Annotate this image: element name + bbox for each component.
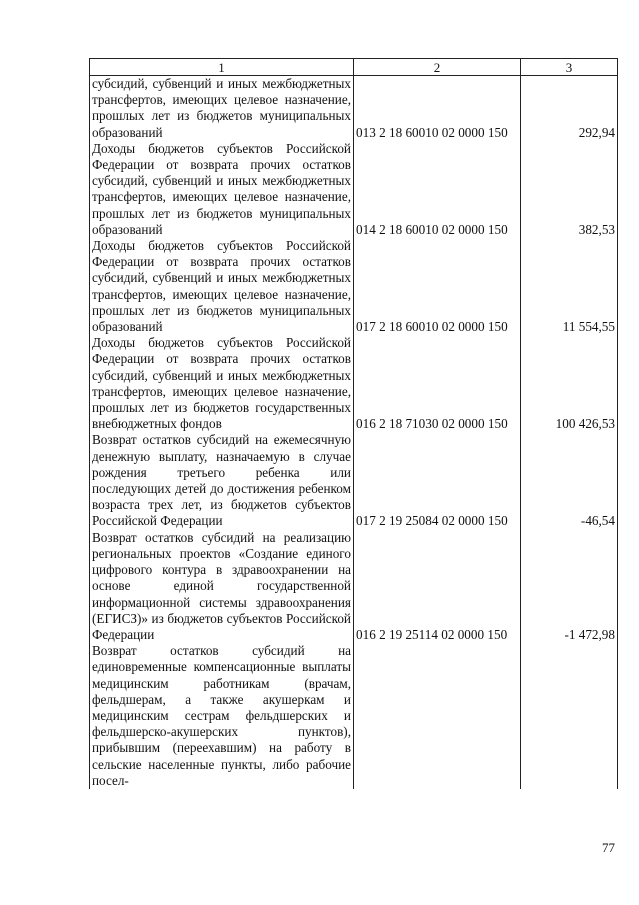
row-amount-cell: -1 472,98 xyxy=(521,530,618,643)
row-name-cell: субсидий, субвенций и иных межбюджетных трансфертов, имеющих целевое назначение, прошлых лет из бюджетов муниципальных образований xyxy=(90,76,354,141)
table-row xyxy=(90,141,618,238)
row-code-cell: 013 2 18 60010 02 0000 150 xyxy=(354,76,521,141)
row-code-cell: 016 2 18 71030 02 0000 150 xyxy=(354,335,521,432)
row-code-cell: 017 2 19 25084 02 0000 150 xyxy=(354,432,521,529)
table-row xyxy=(90,335,618,432)
row-name-cell: Возврат остатков субсидий на реализацию региональных проектов «Создание единого цифрового контура в здравоохранении на основе единой государственной информационной системы здравоохранения (ЕГИСЗ)» из бюджетов субъектов Российской Федерации xyxy=(90,530,354,643)
page-number: 77 xyxy=(602,840,615,855)
row-name-cell: Доходы бюджетов субъектов Российской Федерации от возврата прочих остатков субсидий, субвенций и иных межбюджетных трансфертов, имеющих целевое назначение, прошлых лет из бюджетов государственных внебюджетных фондов xyxy=(90,335,354,432)
table-row xyxy=(90,643,618,789)
row-name-cell: Доходы бюджетов субъектов Российской Федерации от возврата прочих остатков субсидий, субвенций и иных межбюджетных трансфертов, имеющих целевое назначение, прошлых лет из бюджетов муниципальных образований xyxy=(90,238,354,335)
column-header-2: 2 xyxy=(354,59,521,76)
row-amount-cell: -46,54 xyxy=(521,432,618,529)
row-name-cell: Возврат остатков субсидий на ежемесячную денежную выплату, назначаемую в случае рождения третьего ребенка или последующих детей до достижения ребенком возраста трех лет, из бюджетов субъектов Российской Федерации xyxy=(90,432,354,529)
row-name-cell: Возврат остатков субсидий на единовременные компенсационные выплаты медицинским работникам (врачам, фельдшерам, а также акушеркам и медицинским сестрам фельдшерских и фельдшерско-акушерских пунктов), прибывшим (переехавшим) на работу в сельские населенные пункты, либо рабочие посел- xyxy=(90,643,354,789)
row-name-cell: Доходы бюджетов субъектов Российской Федерации от возврата прочих остатков субсидий, субвенций и иных межбюджетных трансфертов, имеющих целевое назначение, прошлых лет из бюджетов муниципальных образований xyxy=(90,141,354,238)
table-header-row xyxy=(90,59,618,76)
table-row xyxy=(90,432,618,529)
row-amount-cell: 382,53 xyxy=(521,141,618,238)
table-row xyxy=(90,530,618,643)
row-code-cell xyxy=(354,643,521,789)
row-code-cell: 017 2 18 60010 02 0000 150 xyxy=(354,238,521,335)
column-header-1: 1 xyxy=(90,59,354,76)
column-header-3: 3 xyxy=(521,59,618,76)
table-row xyxy=(90,76,618,141)
row-amount-cell: 11 554,55 xyxy=(521,238,618,335)
row-code-cell: 016 2 19 25114 02 0000 150 xyxy=(354,530,521,643)
table-row xyxy=(90,238,618,335)
row-amount-cell: 292,94 xyxy=(521,76,618,141)
row-amount-cell xyxy=(521,643,618,789)
budget-revenue-table xyxy=(89,58,618,789)
row-amount-cell: 100 426,53 xyxy=(521,335,618,432)
row-code-cell: 014 2 18 60010 02 0000 150 xyxy=(354,141,521,238)
